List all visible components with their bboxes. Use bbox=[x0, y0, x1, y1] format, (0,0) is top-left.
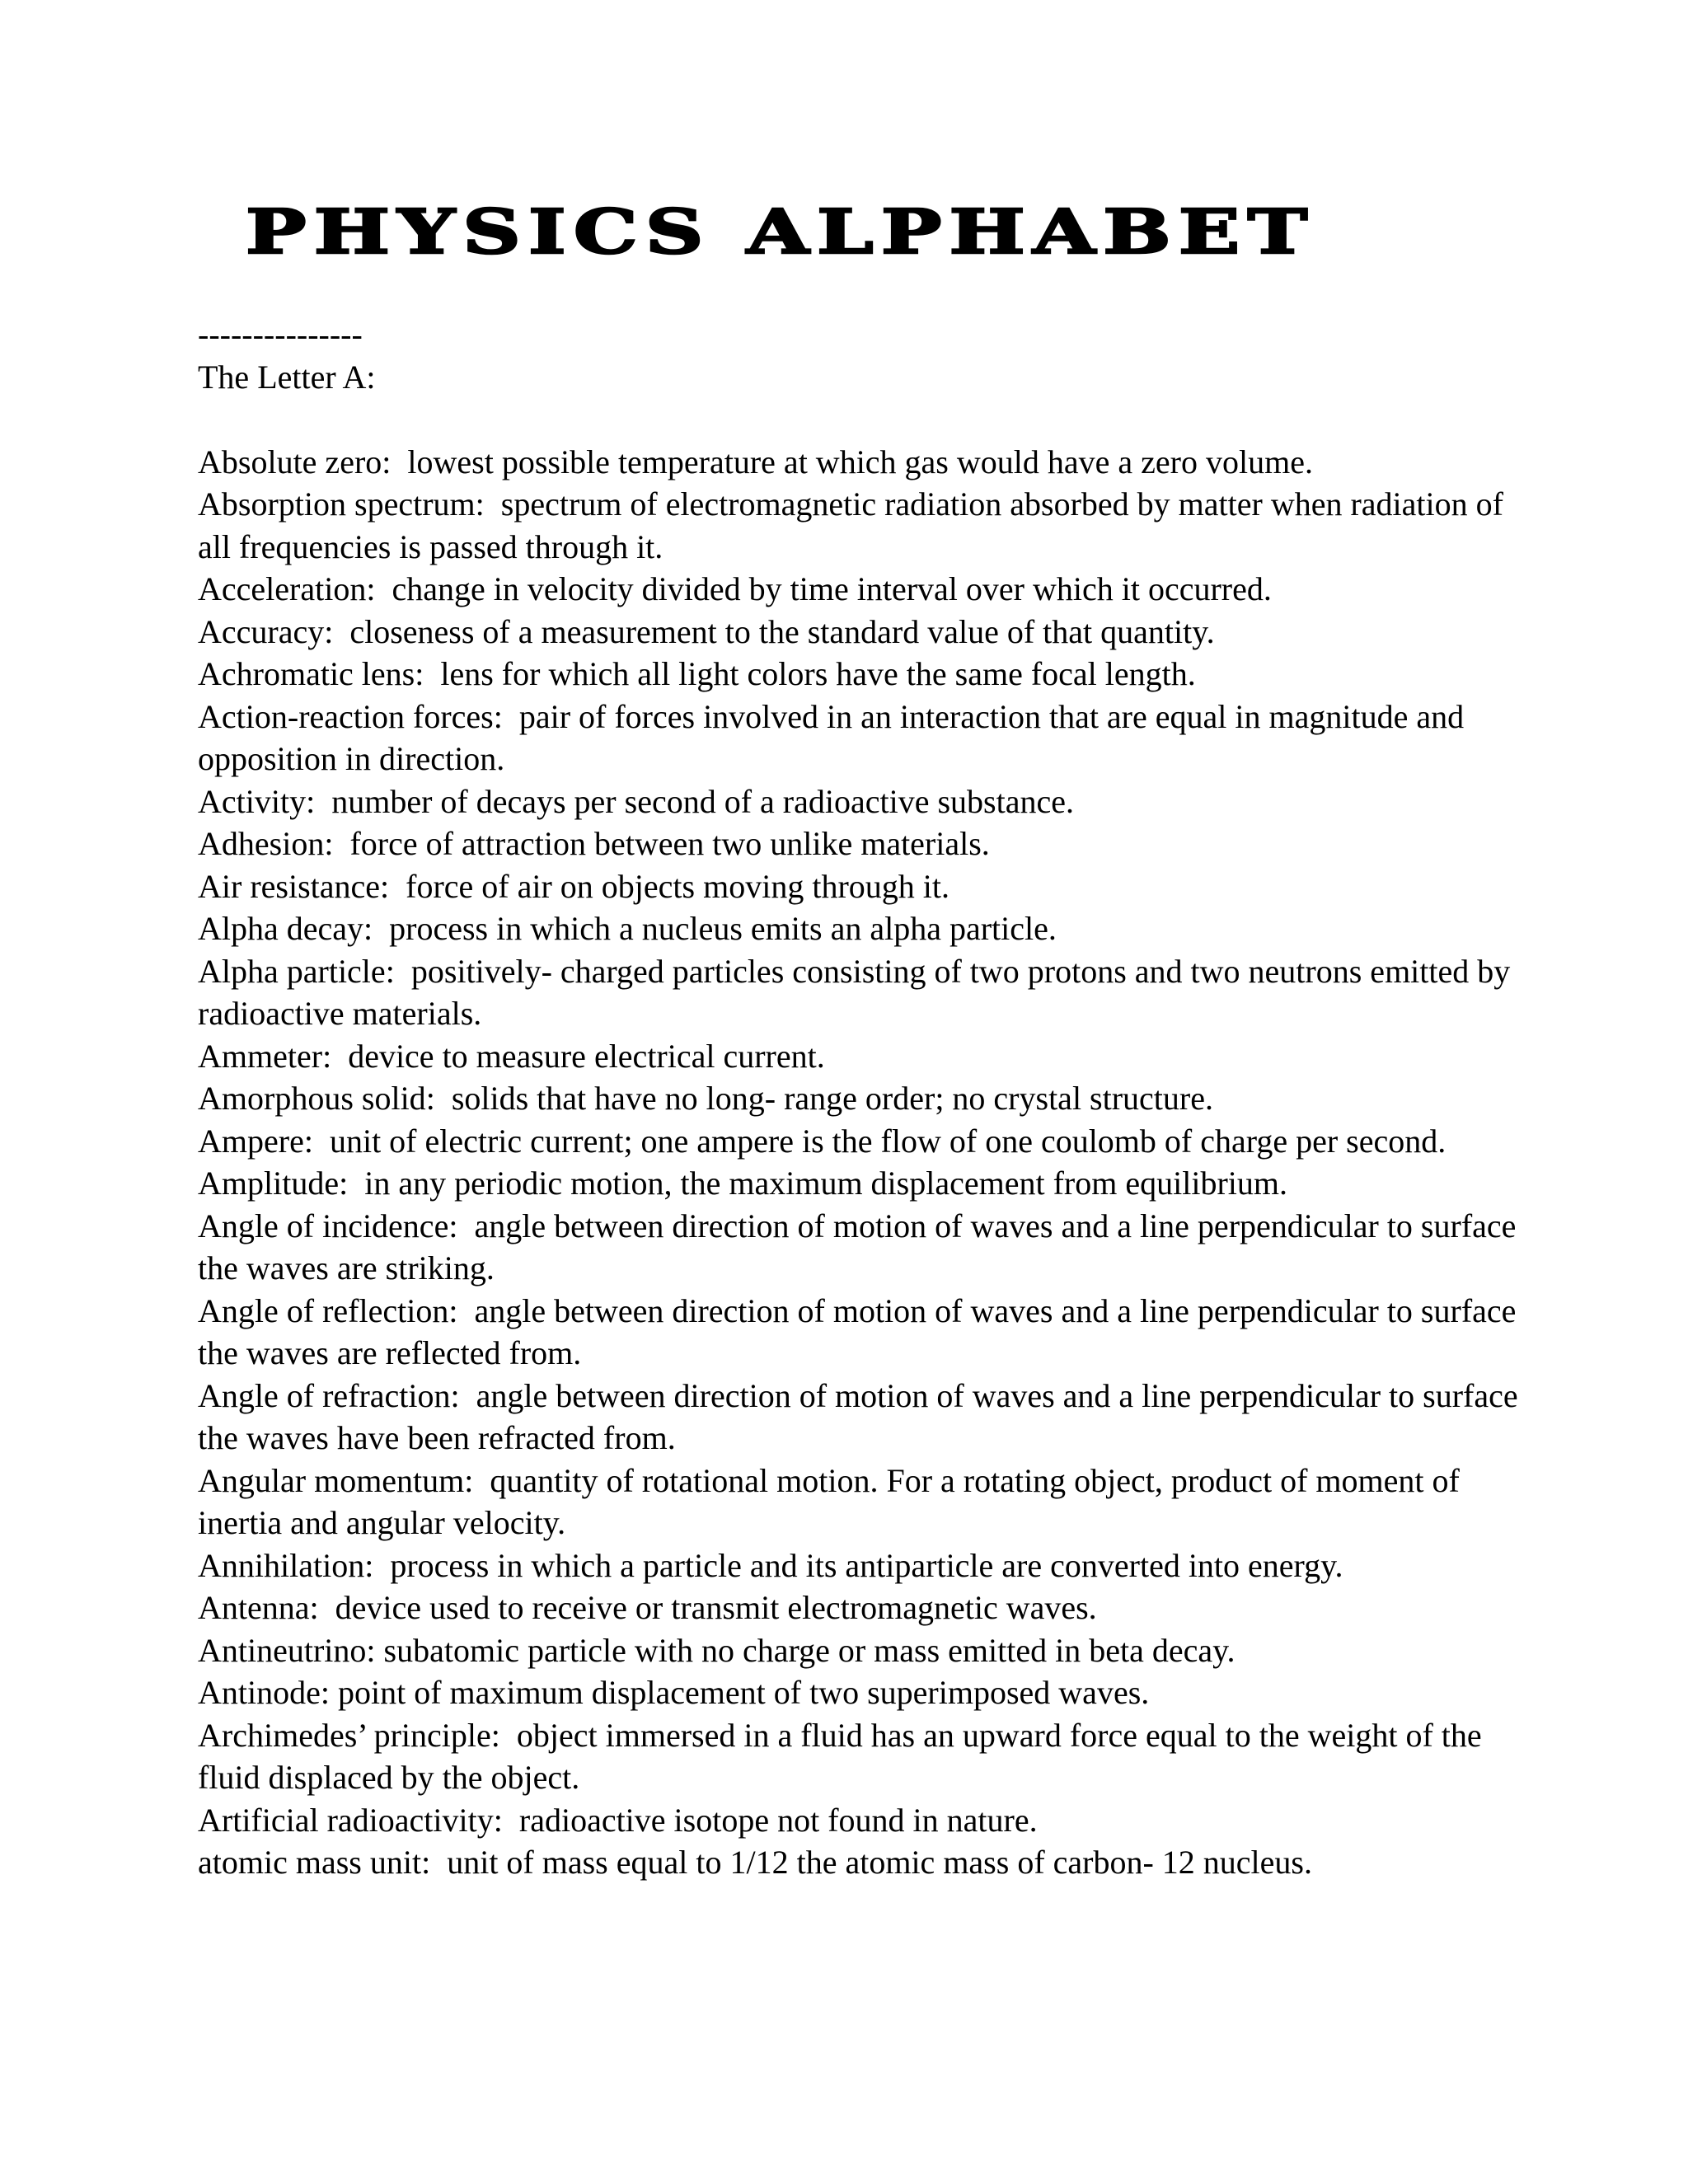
glossary-definition: lens for which all light colors have the same focal length. bbox=[440, 655, 1196, 692]
glossary-term: Alpha particle : bbox=[198, 953, 395, 990]
divider-line: --------------- bbox=[198, 316, 363, 353]
glossary-list bbox=[198, 441, 1533, 1884]
glossary-term: Acceleration : bbox=[198, 570, 375, 607]
glossary-term: Ammeter : bbox=[198, 1038, 331, 1075]
glossary-term: Angle of refraction : bbox=[198, 1377, 460, 1414]
glossary-definition: process in which a nucleus emits an alpha particle. bbox=[389, 910, 1057, 947]
glossary-entry bbox=[198, 950, 1533, 1035]
term-separator bbox=[435, 1080, 452, 1117]
glossary-definition: force of attraction between two unlike materials. bbox=[349, 825, 990, 862]
glossary-definition: radioactive isotope not found in nature. bbox=[518, 1801, 1038, 1839]
glossary-entry bbox=[198, 1714, 1533, 1799]
glossary-definition: object immersed in a fluid has an upward force equal to the weight of the fluid displaced by the object. bbox=[198, 1716, 1482, 1796]
term-separator bbox=[395, 953, 411, 990]
glossary-entry bbox=[198, 441, 1533, 484]
term-separator bbox=[473, 1462, 490, 1499]
glossary-definition: pair of forces involved in an interaction that are equal in magnitude and opposition in direction. bbox=[198, 697, 1465, 777]
glossary-definition: unit of mass equal to 1/12 the atomic mass of carbon- 12 nucleus. bbox=[447, 1844, 1312, 1881]
glossary-entry bbox=[198, 1841, 1533, 1884]
glossary-entry bbox=[198, 780, 1533, 823]
glossary-term: Amorphous solid : bbox=[198, 1080, 435, 1117]
glossary-entry bbox=[198, 1077, 1533, 1120]
term-separator bbox=[376, 1632, 384, 1669]
glossary-definition: point of maximum displacement of two superimposed waves. bbox=[338, 1674, 1150, 1711]
glossary-term: Achromatic lens : bbox=[198, 655, 424, 692]
term-separator bbox=[319, 1589, 335, 1626]
glossary-term: Adhesion : bbox=[198, 825, 333, 862]
glossary-term: Amplitude : bbox=[198, 1165, 348, 1202]
glossary-definition: angle between direction of motion of waves and a line perpendicular to surface the waves are reflected from. bbox=[198, 1291, 1517, 1371]
glossary-entry bbox=[198, 483, 1533, 568]
term-separator bbox=[330, 1674, 338, 1711]
glossary-entry bbox=[198, 907, 1533, 950]
glossary-term: Antenna : bbox=[198, 1589, 319, 1626]
glossary-term: atomic mass unit : bbox=[198, 1844, 430, 1881]
blank-line bbox=[198, 398, 1533, 441]
glossary-entry bbox=[198, 1290, 1533, 1375]
glossary-definition: angle between direction of motion of waves and a line perpendicular to surface the waves are striking. bbox=[198, 1207, 1517, 1286]
glossary-definition: solids that have no long- range order; no crystal structure. bbox=[451, 1080, 1213, 1117]
glossary-entry bbox=[198, 1544, 1533, 1587]
glossary-entry bbox=[198, 1205, 1533, 1290]
term-separator bbox=[457, 1292, 474, 1329]
glossary-term: Air resistance : bbox=[198, 868, 389, 905]
glossary-definition: quantity of rotational motion. For a rotating object, product of moment of inertia and angular velocity. bbox=[198, 1461, 1460, 1541]
glossary-definition: closeness of a measurement to the standard value of that quantity. bbox=[349, 612, 1215, 650]
glossary-definition: device to measure electrical current. bbox=[348, 1037, 825, 1075]
term-separator bbox=[331, 1038, 348, 1075]
term-separator bbox=[313, 1122, 330, 1160]
term-separator bbox=[389, 868, 406, 905]
glossary-entry bbox=[198, 1460, 1533, 1544]
glossary-definition: unit of electric current; one ampere is the flow of one coulomb of charge per second. bbox=[329, 1122, 1447, 1160]
glossary-term: Alpha decay : bbox=[198, 910, 373, 947]
term-separator bbox=[460, 1377, 476, 1414]
glossary-definition: change in velocity divided by time interval over which it occurred. bbox=[392, 570, 1272, 607]
glossary-definition: in any periodic motion, the maximum displacement from equilibrium. bbox=[364, 1165, 1287, 1202]
term-separator bbox=[373, 1547, 390, 1584]
glossary-term: Ampere : bbox=[198, 1122, 313, 1160]
glossary-entry bbox=[198, 823, 1533, 865]
glossary-definition: spectrum of electromagnetic radiation absorbed by matter when radiation of all frequencies is passed through it. bbox=[198, 485, 1503, 565]
term-separator bbox=[457, 1207, 474, 1244]
glossary-definition: lowest possible temperature at which gas would have a zero volume. bbox=[407, 443, 1313, 480]
glossary-term: Angle of incidence : bbox=[198, 1207, 457, 1244]
glossary-definition: angle between direction of motion of waves and a line perpendicular to surface the waves have been refracted from. bbox=[198, 1376, 1518, 1456]
glossary-definition: number of decays per second of a radioactive substance. bbox=[331, 782, 1074, 820]
document-body bbox=[198, 313, 1533, 1884]
glossary-entry bbox=[198, 653, 1533, 696]
glossary-entry bbox=[198, 1035, 1533, 1078]
glossary-term: Absolute zero : bbox=[198, 443, 391, 480]
term-separator bbox=[373, 910, 389, 947]
term-separator bbox=[503, 1802, 519, 1839]
term-separator bbox=[333, 825, 349, 862]
term-separator bbox=[430, 1844, 447, 1881]
glossary-term: Artificial radioactivity : bbox=[198, 1802, 503, 1839]
glossary-term: Absorption spectrum : bbox=[198, 485, 485, 523]
glossary-definition: positively- charged particles consisting of two protons and two neutrons emitted by radioactive materials. bbox=[198, 952, 1511, 1032]
glossary-definition: device used to receive or transmit electromagnetic waves. bbox=[335, 1589, 1097, 1626]
term-separator bbox=[375, 570, 392, 607]
glossary-definition: subatomic particle with no charge or mass emitted in beta decay. bbox=[383, 1631, 1236, 1669]
glossary-entry bbox=[198, 1799, 1533, 1842]
glossary-entry bbox=[198, 865, 1533, 908]
term-separator bbox=[333, 613, 349, 650]
glossary-term: Accuracy : bbox=[198, 613, 333, 650]
glossary-term: Angular momentum : bbox=[198, 1462, 473, 1499]
term-separator bbox=[503, 698, 519, 735]
glossary-term: Antinode : bbox=[198, 1674, 330, 1711]
term-separator bbox=[485, 485, 501, 523]
glossary-entry bbox=[198, 696, 1533, 780]
term-separator bbox=[424, 655, 440, 692]
glossary-entry bbox=[198, 568, 1533, 611]
glossary-term: Antineutrino : bbox=[198, 1632, 376, 1669]
section-heading: The Letter A: bbox=[198, 358, 376, 396]
term-separator bbox=[391, 443, 407, 480]
glossary-term: Activity : bbox=[198, 783, 315, 820]
glossary-term: Archimedes’ principle : bbox=[198, 1717, 500, 1754]
glossary-entry bbox=[198, 1375, 1533, 1460]
term-separator bbox=[315, 783, 331, 820]
glossary-entry bbox=[198, 611, 1533, 654]
glossary-entry bbox=[198, 1671, 1533, 1714]
glossary-entry bbox=[198, 1586, 1533, 1629]
term-separator bbox=[348, 1165, 364, 1202]
page-title: PHYSICS ALPHABET bbox=[246, 197, 1315, 268]
glossary-definition: process in which a particle and its antiparticle are converted into energy. bbox=[390, 1546, 1343, 1584]
glossary-term: Annihilation : bbox=[198, 1547, 373, 1584]
glossary-definition: force of air on objects moving through it. bbox=[406, 867, 950, 905]
glossary-term: Angle of reflection : bbox=[198, 1292, 457, 1329]
glossary-entry bbox=[198, 1629, 1533, 1672]
glossary-term: Action-reaction forces : bbox=[198, 698, 503, 735]
glossary-entry bbox=[198, 1120, 1533, 1163]
term-separator bbox=[500, 1717, 517, 1754]
glossary-entry bbox=[198, 1162, 1533, 1205]
